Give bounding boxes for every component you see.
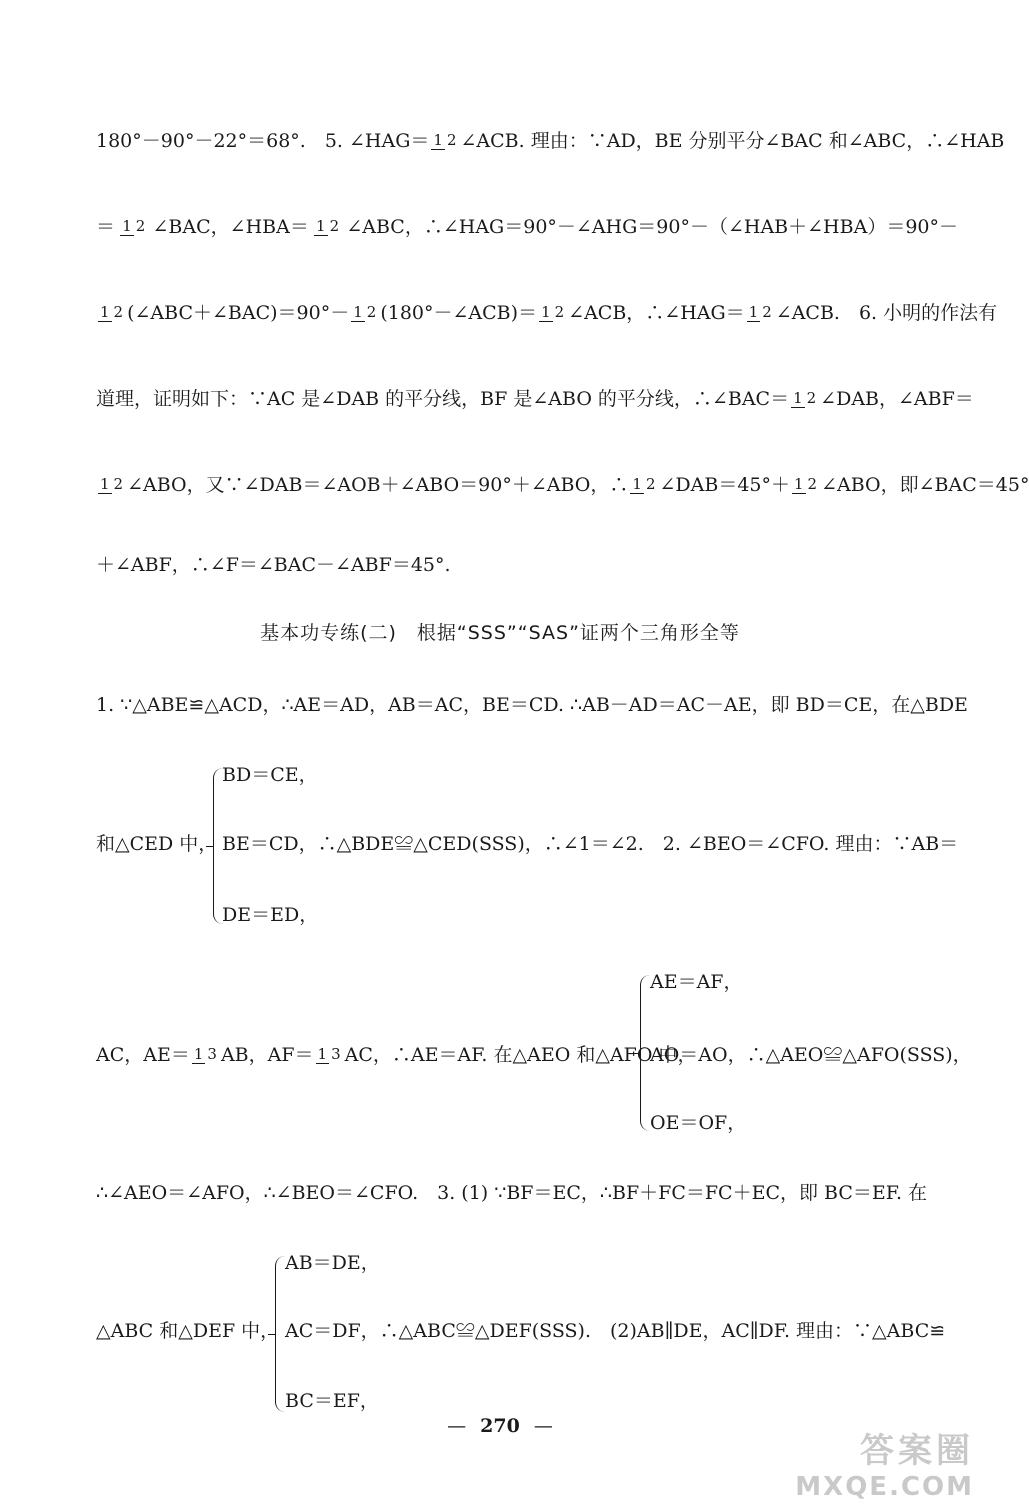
fraction: 1 2 — [316, 217, 340, 235]
text-run: ∴∠AEO＝∠AFO，∴∠BEO＝∠CFO. 3. (1) ∵BF＝EC，∴BF＋FC＝FC＋EC，即 BC＝EF. 在 — [96, 1182, 928, 1204]
page-number: 270 — [480, 1415, 520, 1437]
fraction: 1 2 — [632, 475, 656, 493]
system-row: DE＝ED， — [222, 904, 319, 926]
fraction: 1 2 — [748, 303, 772, 321]
system-row: AO＝AO，∴△AEO≌△AFO(SSS)， — [650, 1044, 972, 1066]
fraction: 1 2 — [122, 217, 146, 235]
text-run: ∠DAB，∠ABF＝ — [820, 388, 974, 410]
fraction: 1 2 — [793, 389, 817, 407]
text-run: ＝ — [96, 216, 116, 238]
fraction: 1 2 — [100, 475, 124, 493]
text-line-1 — [96, 126, 1005, 156]
system-row: OE＝OF， — [650, 1112, 747, 1134]
text-run: AC，∴AE＝AF. 在△AEO 和△AFO 中， — [344, 1044, 697, 1066]
section-title: 基本功专练(二) 根据“SSS”“SAS”证两个三角形全等 — [260, 622, 740, 644]
text-run: ∠BAC，∠HBA＝ — [152, 216, 309, 238]
text-run: AB，AF＝ — [220, 1044, 314, 1066]
problem-2-line — [96, 1040, 697, 1070]
text-run: ∠ABO，即∠BAC＝45° — [821, 474, 1029, 496]
system-row: AB＝DE， — [285, 1252, 380, 1274]
problem-3-prefix: △ABC 和△DEF 中， — [96, 1320, 280, 1342]
text-run: (180°－∠ACB)＝ — [380, 302, 538, 324]
watermark-text-en: MXQE.COM — [795, 1472, 974, 1502]
fraction: 1 3 — [193, 1045, 217, 1063]
text-run: ∠ABC，∴∠HAG＝90°－∠AHG＝90°－（∠HAB＋∠HBA）＝90°－ — [346, 216, 958, 238]
text-run: ∠ABO，又∵∠DAB＝∠AOB＋∠ABO＝90°＋∠ABO，∴ — [127, 474, 629, 496]
text-run: 道理，证明如下：∵AC 是∠DAB 的平分线，BF 是∠ABO 的平分线，∴∠BAC＝ — [96, 388, 790, 410]
fraction: 1 2 — [100, 303, 124, 321]
text-run: ＋∠ABF，∴∠F＝∠BAC－∠ABF＝45°. — [96, 554, 451, 576]
text-run: ∠ACB. 6. 小明的作法有 — [775, 302, 998, 324]
fraction: 1 2 — [433, 131, 457, 149]
problem-3-line-1 — [96, 1178, 958, 1208]
watermark-logo — [795, 1423, 974, 1502]
text-run: 1. ∵△ABE≌△ACD，∴AE＝AD，AB＝AC，BE＝CD. ∴AB－AD＝AC－AE，即 BD＝CE，在△BDE — [96, 694, 968, 716]
text-line-2 — [96, 212, 958, 242]
fraction: 1 2 — [541, 303, 565, 321]
fraction: 1 2 — [353, 303, 377, 321]
text-run: ∠DAB＝45°＋ — [659, 474, 790, 496]
text-line-5 — [96, 470, 1029, 500]
watermark-text-cn: 答案圈 — [860, 1431, 974, 1471]
system-row: BC＝EF， — [285, 1390, 379, 1412]
text-run: ∠ACB. 理由：∵AD，BE 分别平分∠BAC 和∠ABC，∴∠HAB — [460, 130, 1005, 152]
text-run: ∠ACB，∴∠HAG＝ — [568, 302, 745, 324]
system-row: BE＝CD，∴△BDE≌△CED(SSS)，∴∠1＝∠2. 2. ∠BEO＝∠CFO. 理由：∵AB＝ — [222, 833, 959, 855]
text-run: (∠ABC＋∠BAC)＝90°－ — [127, 302, 350, 324]
footer-dash: — — [447, 1415, 467, 1437]
system-row: AE＝AF， — [650, 971, 743, 993]
problem-1-prefix: 和△CED 中， — [96, 833, 218, 855]
fraction: 1 2 — [794, 475, 818, 493]
footer-dash: — — [533, 1415, 553, 1437]
text-run: AC，AE＝ — [96, 1044, 190, 1066]
text-line-6 — [96, 550, 958, 580]
text-line-4 — [96, 384, 974, 414]
text-run: 180°－90°－22°＝68°. 5. ∠HAG＝ — [96, 130, 430, 152]
problem-1-line-1 — [96, 690, 968, 720]
fraction: 1 3 — [317, 1045, 341, 1063]
system-row: AC＝DF，∴△ABC≌△DEF(SSS). (2)AB∥DE，AC∥DF. 理由：∵△ABC≌ — [285, 1320, 946, 1342]
text-line-3 — [96, 298, 998, 328]
system-row: BD＝CE， — [222, 764, 318, 786]
